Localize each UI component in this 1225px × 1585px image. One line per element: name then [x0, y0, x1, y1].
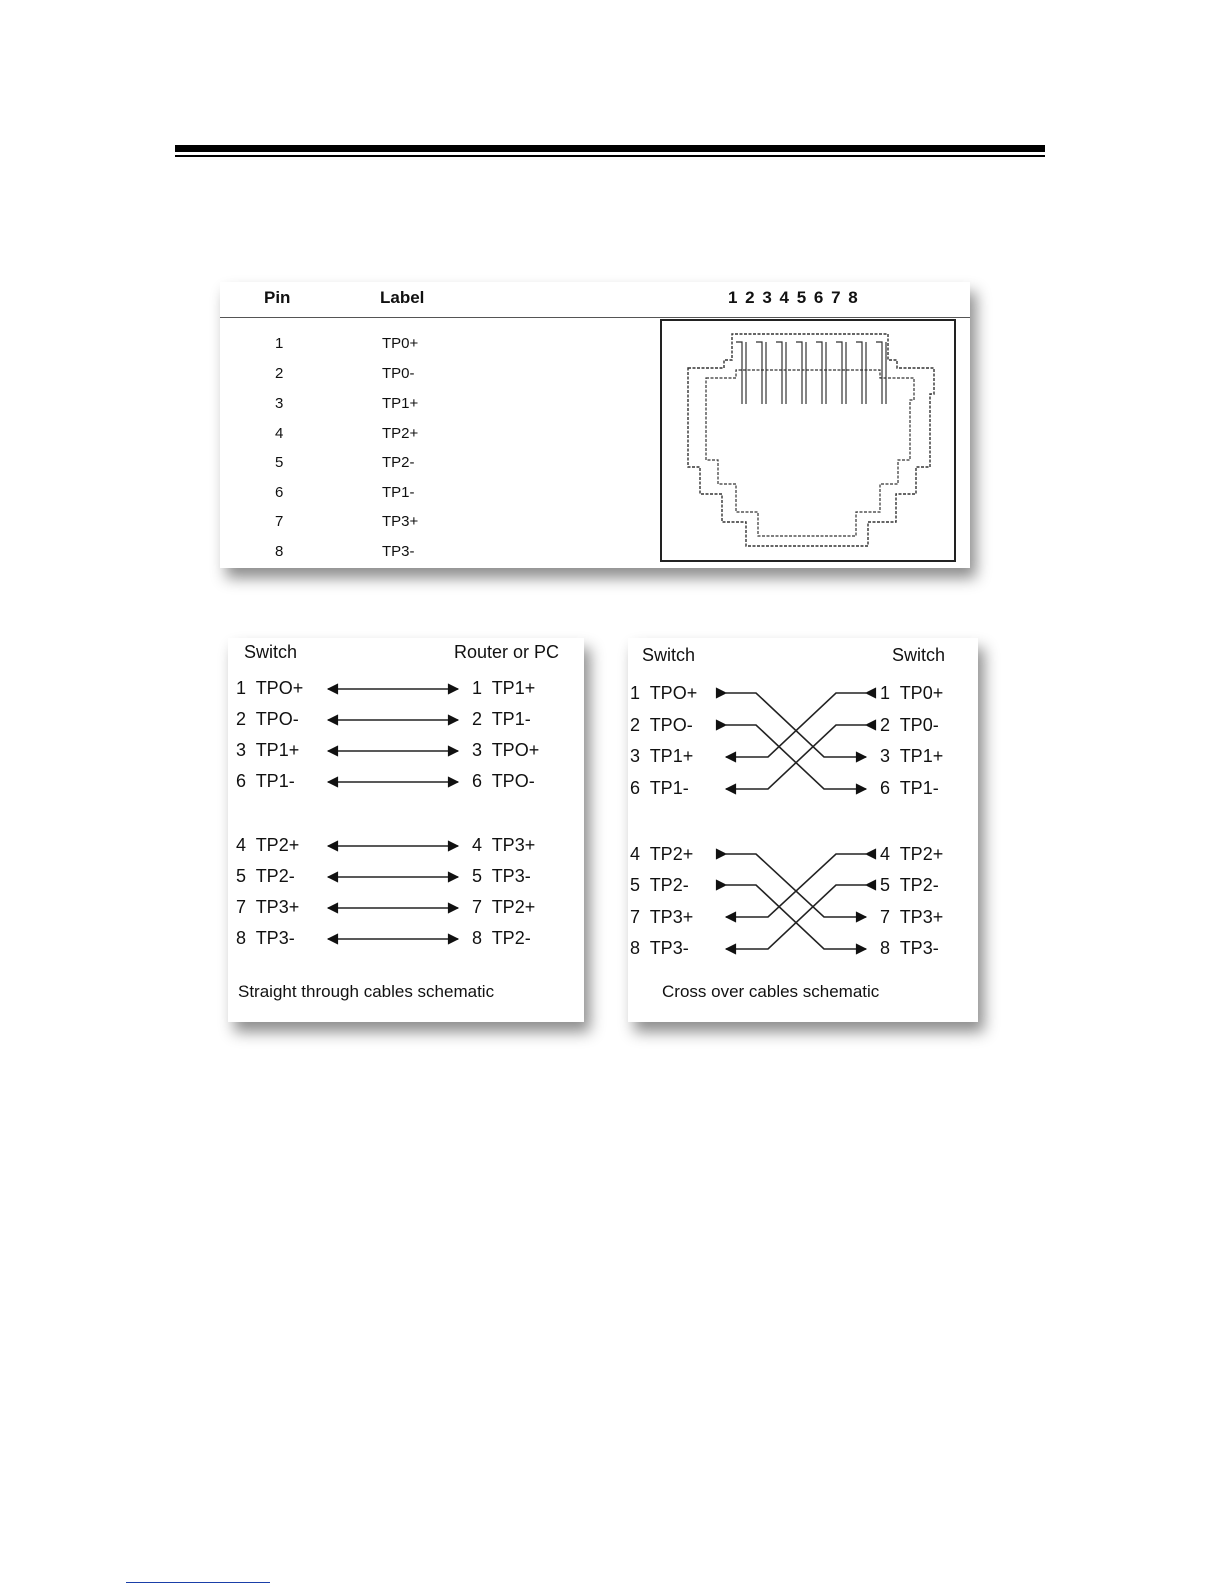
straight-caption: Straight through cables schematic — [238, 982, 495, 1001]
right-pin-label: 7 TP2+ — [472, 897, 536, 917]
right-pin-label: 5 TP3- — [472, 866, 531, 886]
right-pin-label: 4 TP3+ — [472, 835, 536, 855]
left-pin-label: 7 TP3+ — [236, 897, 300, 917]
right-pin-label: 1 TP0+ — [880, 683, 944, 703]
pin-label: TP1+ — [382, 395, 419, 412]
jack-pin-numbers: 1 2 3 4 5 6 7 8 — [728, 288, 858, 307]
pin-label: TP0+ — [382, 335, 419, 352]
pin-label: TP2+ — [382, 425, 419, 442]
right-pin-label: 3 TP1+ — [880, 746, 944, 766]
right-pin-label: 3 TPO+ — [472, 740, 540, 760]
pin-number: 4 — [275, 425, 284, 442]
header-rule-thick — [175, 145, 1045, 152]
left-pin-label: 5 TP2- — [236, 866, 295, 886]
pin-number: 5 — [275, 454, 284, 471]
left-pin-label: 3 TP1+ — [630, 746, 694, 766]
left-pin-label: 4 TP2+ — [630, 844, 694, 864]
left-pin-label: 5 TP2- — [630, 875, 689, 895]
right-pin-label: 7 TP3+ — [880, 907, 944, 927]
right-pin-label: 8 TP3- — [880, 938, 939, 958]
cross-left-title: Switch — [642, 645, 696, 665]
straight-through-wiring — [228, 638, 584, 1022]
right-pin-label: 6 TPO- — [472, 771, 535, 791]
straight-left-title: Switch — [244, 642, 298, 662]
right-pin-label: 8 TP2- — [472, 928, 531, 948]
straight-through-panel — [228, 638, 584, 1022]
pin-label: TP3- — [382, 543, 415, 560]
pin-label: TP0- — [382, 365, 415, 382]
right-pin-label: 1 TP1+ — [472, 678, 536, 698]
pin-number: 3 — [275, 395, 284, 412]
label-column-header: Label — [380, 288, 425, 307]
rj45-jack-drawing — [220, 282, 970, 568]
left-pin-label: 1 TPO+ — [630, 683, 698, 703]
pin-label: TP2- — [382, 454, 415, 471]
pin-column-header: Pin — [264, 288, 291, 307]
left-pin-label: 6 TP1- — [236, 771, 295, 791]
pin-label: TP1- — [382, 484, 415, 501]
left-pin-label: 6 TP1- — [630, 778, 689, 798]
cross-right-title: Switch — [892, 645, 946, 665]
left-pin-label: 4 TP2+ — [236, 835, 300, 855]
cross-caption: Cross over cables schematic — [662, 982, 880, 1001]
cross-over-panel — [628, 638, 978, 1022]
left-pin-label: 3 TP1+ — [236, 740, 300, 760]
pin-number: 6 — [275, 484, 284, 501]
left-pin-label: 2 TPO- — [236, 709, 299, 729]
pin-label: TP3+ — [382, 513, 419, 530]
left-pin-label: 7 TP3+ — [630, 907, 694, 927]
pin-number: 1 — [275, 335, 284, 352]
pin-number: 8 — [275, 543, 284, 560]
footnote-separator — [126, 1582, 270, 1583]
right-pin-label: 5 TP2- — [880, 875, 939, 895]
straight-right-title: Router or PC — [454, 642, 560, 662]
left-pin-label: 8 TP3- — [630, 938, 689, 958]
right-pin-label: 2 TP0- — [880, 715, 939, 735]
pin-number: 7 — [275, 513, 284, 530]
left-pin-label: 1 TPO+ — [236, 678, 304, 698]
pin-number: 2 — [275, 365, 284, 382]
cross-over-wiring — [628, 638, 978, 1022]
rj45-pinout-panel — [220, 282, 970, 568]
right-pin-label: 6 TP1- — [880, 778, 939, 798]
left-pin-label: 8 TP3- — [236, 928, 295, 948]
left-pin-label: 2 TPO- — [630, 715, 693, 735]
right-pin-label: 2 TP1- — [472, 709, 531, 729]
right-pin-label: 4 TP2+ — [880, 844, 944, 864]
header-rule-thin — [175, 155, 1045, 157]
